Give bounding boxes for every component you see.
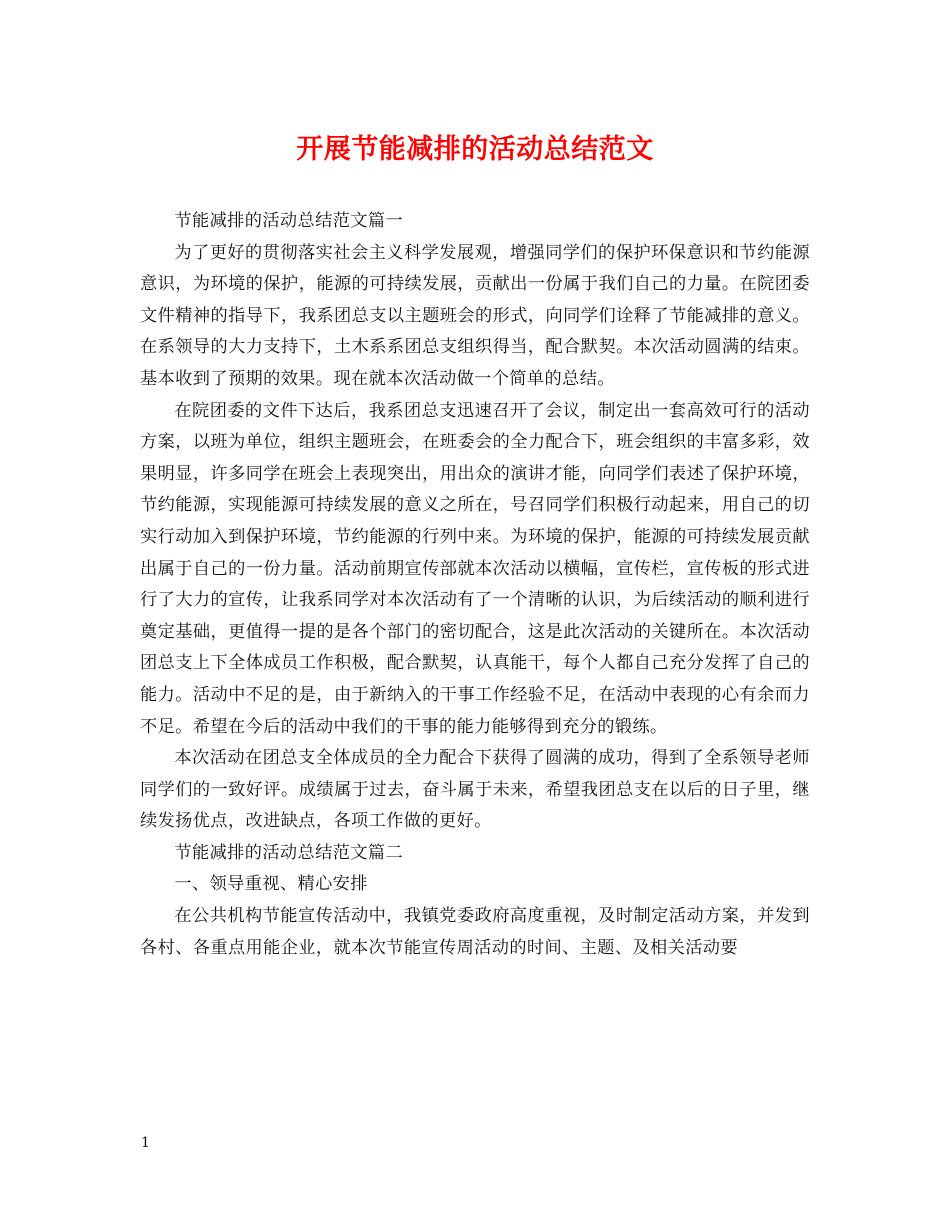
page-number: 1 (141, 1135, 150, 1151)
paragraph-subheading-1: 一、领导重视、精心安排 (174, 874, 368, 895)
paragraph-section-heading-1: 节能减排的活动总结范文篇一 (174, 211, 404, 231)
paragraph-section-heading-2: 节能减排的活动总结范文篇二 (174, 842, 404, 863)
paragraph-4: 在公共机构节能宣传活动中，我镇党委政府高度重视，及时制定活动方案，并发到各村、各重点用能企业，就本次节能宣传周活动的时间、主题、及相关活动要 (140, 906, 810, 958)
paragraph-3: 本次活动在团总支全体成员的全力配合下获得了圆满的成功，得到了全系领导老师同学们的一致好评。成绩属于过去，奋斗属于未来，希望我团总支在以后的日子里，继续发扬优点，改进缺点，各项工作做的更好。 (140, 748, 810, 832)
paragraph-1: 为了更好的贯彻落实社会主义科学发展观，增强同学们的保护环保意识和节约能源意识，为环境的保护，能源的可持续发展，贡献出一份属于我们自己的力量。在院团委文件精神的指导下，我系团总支以主题班会的形式，向同学们诠释了节能减排的意义。在系领导的大力支持下，土木系系团总支组织得当，配合默契。本次活动圆满的结束。基本收到了预期的效果。现在就本次活动做一个简单的总结。 (140, 242, 810, 389)
document-title: 开展节能减排的活动总结范文 (296, 134, 654, 165)
document-body (140, 206, 810, 964)
paragraph-2: 在院团委的文件下达后，我系团总支迅速召开了会议，制定出一套高效可行的活动方案，以班为单位，组织主题班会，在班委会的全力配合下，班会组织的丰富多彩，效果明显，许多同学在班会上表现突出，用出众的演讲才能，向同学们表述了保护环境，节约能源，实现能源可持续发展的意义之所在，号召同学们积极行动起来，用自己的切实行动加入到保护环境，节约能源的行列中来。为环境的保护，能源的可持续发展贡献出属于自己的一份力量。活动前期宣传部就本次活动以横幅，宣传栏，宣传板的形式进行了大力的宣传，让我系同学对本次活动有了一个清晰的认识，为后续活动的顺利进行奠定基础，更值得一提的是各个部门的密切配合，这是此次活动的关键所在。本次活动团总支上下全体成员工作积极，配合默契，认真能干，每个人都自己充分发挥了自己的能力。活动中不足的是，由于新纳入的干事工作经验不足，在活动中表现的心有余而力不足。希望在今后的活动中我们的干事的能力能够得到充分的锻练。 (140, 400, 810, 737)
